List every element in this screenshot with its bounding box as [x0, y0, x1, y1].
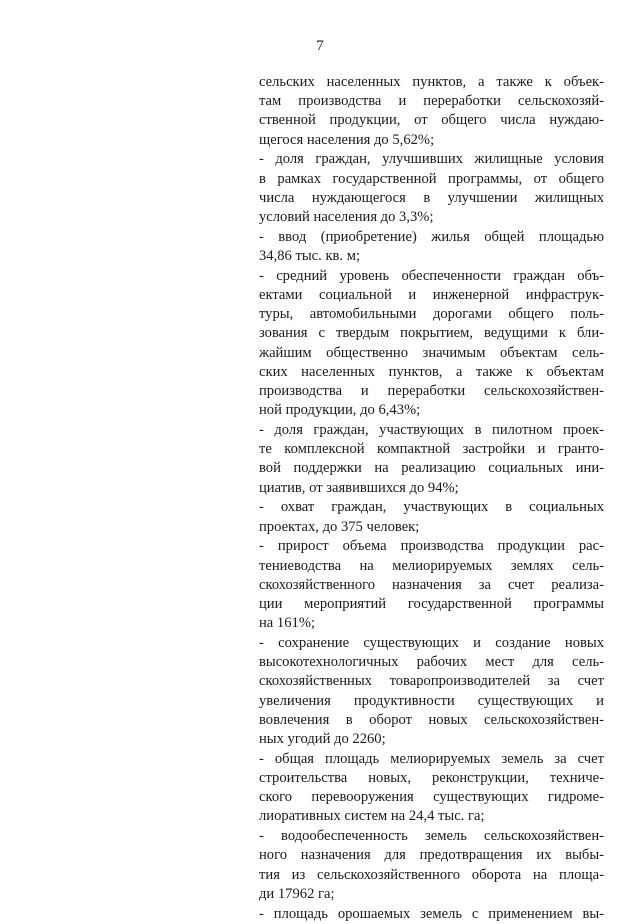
paragraph-infrastructure-provision: [259, 267, 604, 421]
text-line: вовлечения в оборот новых сельскохозяйствен-: [259, 711, 604, 728]
text-line: ции мероприятий государственной программы: [259, 596, 604, 613]
text-line: увеличения продуктивности существующих и: [259, 692, 604, 709]
text-line: циатив, от заявившихся до 94%;: [259, 479, 459, 496]
paragraph-rural-settlements-share: [259, 73, 604, 150]
paragraph-irrigated-land: [259, 905, 604, 924]
text-line: ственной продукции, от общего числа нуждаю-: [259, 112, 604, 129]
text-line: числа нуждающегося в улучшении жилищных: [259, 189, 604, 206]
text-line: жайшим общественно значимым объектам сель-: [259, 344, 604, 361]
text-line: лиоративных систем на 24,4 тыс. га;: [259, 808, 485, 825]
text-line: ной продукции, до 6,43%;: [259, 402, 421, 419]
paragraph-crop-production-growth: [259, 537, 604, 633]
text-line: ского перевооружения существующих гидроме-: [259, 789, 604, 806]
text-line: туры, автомобильными дорогами общего поль-: [259, 306, 604, 323]
text-line: строительства новых, реконструкции, техниче-: [259, 770, 604, 787]
text-line: ектами социальной и инженерной инфраструк-: [259, 287, 604, 304]
text-line: щегося населения до 5,62%;: [259, 131, 435, 148]
text-line: ного назначения для предотвращения их выбы-: [259, 847, 604, 864]
paragraph-housing-improvement: [259, 150, 604, 227]
paragraph-reclaimed-land-area: [259, 750, 604, 827]
text-line: зования с твердым покрытием, ведущими к бли-: [259, 325, 604, 342]
paragraph-housing-commissioning: [259, 228, 604, 266]
paragraph-social-projects: [259, 498, 604, 536]
text-line: - доля граждан, улучшивших жилищные условия: [259, 151, 604, 168]
text-line: - водообеспеченность земель сельскохозяйствен-: [259, 828, 604, 845]
paragraph-high-tech-jobs: [259, 634, 604, 749]
text-line: - сохранение существующих и создание новых: [259, 635, 604, 652]
body-text: [259, 73, 604, 924]
text-line: - прирост объема производства продукции рас-: [259, 538, 604, 555]
text-line: условий населения до 3,3%;: [259, 209, 434, 226]
text-line: высокотехнологичных рабочих мест для сель-: [259, 654, 604, 671]
paragraph-water-supply: [259, 827, 604, 904]
text-line: скохозяйственного назначения за счет реализа-: [259, 576, 604, 593]
page-number: 7: [316, 38, 324, 54]
text-line: ди 17962 га;: [259, 885, 335, 902]
text-line: - доля граждан, участвующих в пилотном проек-: [259, 422, 604, 439]
text-line: там производства и переработки сельскохозяй-: [259, 93, 604, 110]
text-line: вой поддержки на реализацию социальных ини-: [259, 460, 604, 477]
text-line: ских населенных пунктов, а также к объектам: [259, 363, 604, 380]
text-line: производства и переработки сельскохозяйствен-: [259, 383, 604, 400]
text-line: 34,86 тыс. кв. м;: [259, 248, 361, 265]
text-line: - площадь орошаемых земель с применением вы-: [259, 905, 604, 922]
paragraph-pilot-project: [259, 421, 604, 498]
text-line: - ввод (приобретение) жилья общей площадью: [259, 228, 604, 245]
text-line: в рамках государственной программы, от общего: [259, 170, 604, 187]
text-line: - общая площадь мелиорируемых земель за счет: [259, 750, 604, 767]
text-line: - охват граждан, участвующих в социальных: [259, 499, 604, 516]
text-line: ных угодий до 2260;: [259, 731, 386, 748]
text-line: - средний уровень обеспеченности граждан объ-: [259, 267, 604, 284]
text-line: тия из сельскохозяйственного оборота на площа-: [259, 866, 604, 883]
text-line: сельских населенных пунктов, а также к объек-: [259, 74, 604, 90]
text-line: скохозяйственных товаропроизводителей за счет: [259, 673, 604, 690]
text-line: проектах, до 375 человек;: [259, 518, 420, 535]
text-line: тениеводства на мелиорируемых землях сель-: [259, 557, 604, 574]
text-line: на 161%;: [259, 615, 316, 632]
text-line: те комплексной компактной застройки и грантo-: [259, 441, 604, 458]
